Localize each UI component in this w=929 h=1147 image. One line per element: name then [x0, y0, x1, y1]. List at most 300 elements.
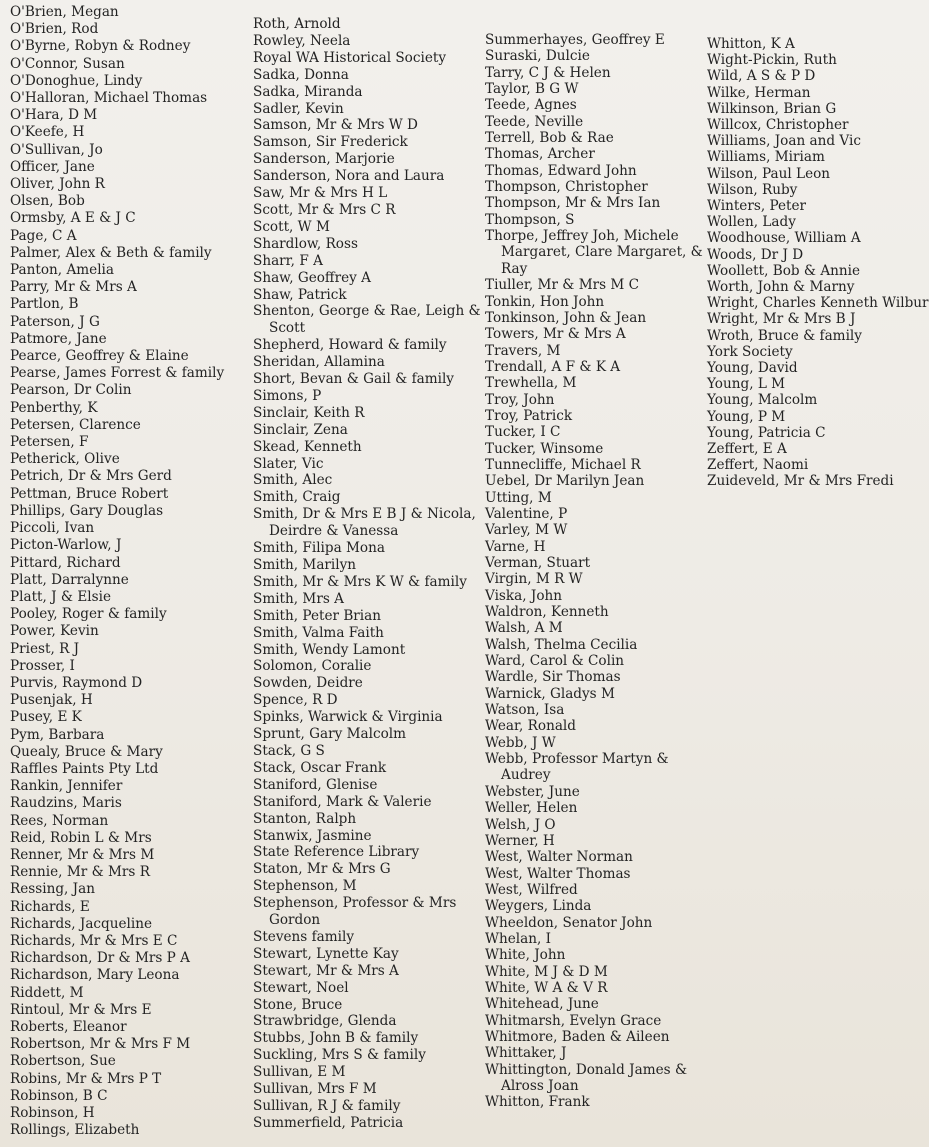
entry-text: Stack, Oscar Frank — [253, 759, 387, 776]
entry-text: Summerfield, Patricia — [253, 1114, 404, 1131]
entry-text: O'Byrne, Robyn & Rodney — [10, 38, 191, 55]
name-entry — [485, 179, 703, 195]
name-entry — [253, 219, 481, 236]
entry-text: White, John — [485, 947, 566, 964]
entry-text: Tiuller, Mr & Mrs M C — [485, 277, 640, 294]
entry-text: Verman, Stuart — [485, 555, 591, 571]
name-entry — [485, 114, 703, 130]
name-entry — [253, 472, 481, 489]
entry-text: Renner, Mr & Mrs M — [10, 846, 155, 863]
entry-text-continuation: Ray — [501, 260, 528, 277]
name-entry — [253, 489, 481, 506]
entry-text: Stack, G S — [253, 742, 325, 759]
entry-text: Page, C A — [10, 227, 77, 244]
entry-text: Picton-Warlow, J — [10, 537, 122, 554]
name-entry — [707, 409, 929, 425]
name-entry — [10, 864, 224, 881]
name-entry — [485, 669, 703, 685]
name-entry — [485, 833, 703, 849]
entry-text: Tunnecliffe, Michael R — [485, 456, 641, 473]
entry-text: White, M J & D M — [485, 963, 608, 980]
name-entry — [10, 503, 224, 520]
name-entry — [253, 303, 481, 337]
name-entry — [485, 555, 703, 571]
name-entry — [10, 124, 224, 141]
entry-text: Pettman, Bruce Robert — [10, 485, 169, 502]
entry-text: Petersen, F — [10, 434, 89, 451]
entry-text: Piccoli, Ivan — [10, 520, 95, 537]
entry-text: Towers, Mr & Mrs A — [485, 326, 626, 343]
name-entry — [485, 1045, 703, 1061]
name-entry — [10, 933, 224, 950]
entry-text: Palmer, Alex & Beth & family — [10, 244, 212, 261]
name-entry — [253, 117, 481, 134]
name-entry — [485, 424, 703, 440]
name-entry — [253, 202, 481, 219]
name-entry — [485, 375, 703, 391]
name-entry — [253, 1098, 481, 1115]
entry-text: Rowley, Neela — [253, 32, 351, 49]
name-entry — [485, 588, 703, 604]
name-entry — [485, 1062, 703, 1095]
entry-text: Smith, Dr & Mrs E B J & Nicola, — [253, 506, 476, 523]
name-entry — [10, 38, 224, 55]
entry-text: Webster, June — [485, 783, 580, 800]
name-entry — [253, 828, 481, 845]
entry-text: Tonkin, Hon John — [485, 293, 605, 310]
name-entry — [253, 997, 481, 1014]
name-entry — [253, 185, 481, 202]
entry-text: Sadka, Miranda — [253, 83, 363, 100]
entry-text: Rollings, Elizabeth — [10, 1122, 140, 1139]
name-entry — [253, 760, 481, 777]
name-entry — [485, 702, 703, 718]
entry-text: Rankin, Jennifer — [10, 778, 123, 795]
name-entry — [253, 422, 481, 439]
name-entry — [253, 371, 481, 388]
name-entry — [10, 795, 224, 812]
name-entry — [10, 193, 224, 210]
name-entry — [485, 571, 703, 587]
entry-text: Wilkinson, Brian G — [707, 100, 837, 117]
entry-text: Sadler, Kevin — [253, 100, 344, 117]
name-entry — [253, 337, 481, 354]
name-column-3 — [485, 32, 703, 1111]
entry-text: Staniford, Glenise — [253, 776, 378, 793]
name-entry — [485, 1094, 703, 1110]
name-entry — [707, 85, 929, 101]
name-entry — [707, 425, 929, 441]
name-entry — [485, 800, 703, 816]
entry-text: Willcox, Christopher — [707, 117, 849, 134]
name-entry — [707, 376, 929, 392]
entry-text: Worth, John & Marny — [707, 279, 855, 296]
name-entry — [10, 623, 224, 640]
name-entry — [485, 718, 703, 734]
entry-text: Stephenson, M — [253, 878, 357, 895]
name-entry — [10, 589, 224, 606]
name-entry — [10, 1122, 224, 1139]
name-entry — [10, 228, 224, 245]
entry-text: Penberthy, K — [10, 399, 98, 416]
name-entry — [485, 604, 703, 620]
entry-text: Woods, Dr J D — [707, 246, 804, 263]
name-entry — [253, 236, 481, 253]
entry-text: Spence, R D — [253, 692, 338, 709]
entry-text: State Reference Library — [253, 844, 420, 861]
name-entry — [10, 1019, 224, 1036]
entry-text: Trewhella, M — [485, 375, 577, 392]
entry-text: Sadka, Donna — [253, 66, 349, 83]
name-entry — [10, 985, 224, 1002]
entry-text: Rees, Norman — [10, 812, 109, 829]
name-entry — [485, 228, 703, 277]
entry-text: Waldron, Kenneth — [485, 604, 609, 621]
entry-text: Smith, Mrs A — [253, 590, 344, 607]
entry-text: Smith, Peter Brian — [253, 607, 382, 624]
entry-text-continuation: Audrey — [501, 767, 551, 784]
entry-text-continuation: Scott — [269, 320, 306, 337]
entry-text: Sanderson, Nora and Laura — [253, 168, 445, 185]
name-entry — [10, 520, 224, 537]
entry-text: Smith, Filipa Mona — [253, 540, 385, 557]
name-entry — [707, 166, 929, 182]
entry-text: Wear, Ronald — [485, 718, 576, 735]
name-entry — [485, 964, 703, 980]
name-entry — [10, 400, 224, 417]
name-entry — [485, 506, 703, 522]
name-entry — [10, 21, 224, 38]
name-entry — [10, 847, 224, 864]
name-entry — [10, 813, 224, 830]
name-entry — [707, 473, 929, 489]
name-entry — [253, 658, 481, 675]
name-entry — [253, 287, 481, 304]
name-entry — [10, 279, 224, 296]
entry-text: Warnick, Gladys M — [485, 685, 615, 702]
name-entry — [485, 343, 703, 359]
entry-text: Richardson, Mary Leona — [10, 967, 180, 984]
entry-text: York Society — [707, 343, 793, 360]
name-entry — [253, 1030, 481, 1047]
name-entry — [253, 591, 481, 608]
entry-text: Sanderson, Marjorie — [253, 151, 395, 168]
entry-text: Trendall, A F & K A — [485, 358, 621, 375]
name-entry — [707, 344, 929, 360]
entry-text: Young, David — [707, 360, 798, 377]
entry-text: Shenton, George & Rae, Leigh & — [253, 303, 481, 320]
name-entry — [10, 1002, 224, 1019]
entry-text: Robinson, H — [10, 1105, 95, 1121]
name-entry — [10, 899, 224, 916]
name-entry — [10, 1105, 224, 1122]
entry-text: Stewart, Lynette Kay — [253, 945, 399, 962]
entry-text: Prosser, I — [10, 657, 75, 674]
entry-text: Thompson, Christopher — [485, 179, 648, 196]
name-entry — [253, 1064, 481, 1081]
entry-text: Pearson, Dr Colin — [10, 382, 132, 399]
name-entry — [253, 540, 481, 557]
name-entry — [10, 727, 224, 744]
entry-text: O'Halloran, Michael Thomas — [10, 90, 208, 107]
entry-text: Uebel, Dr Marilyn Jean — [485, 473, 645, 490]
name-entry — [253, 405, 481, 422]
name-entry — [707, 311, 929, 327]
name-entry — [485, 637, 703, 653]
entry-text: Raffles Paints Pty Ltd — [10, 760, 159, 777]
entry-text: Officer, Jane — [10, 158, 95, 175]
entry-text: Travers, M — [485, 342, 561, 359]
name-entry — [707, 279, 929, 295]
name-entry — [10, 56, 224, 73]
entry-text: Skead, Kenneth — [253, 438, 362, 455]
entry-text: Summerhayes, Geoffrey E — [485, 32, 665, 48]
entry-text: Ward, Carol & Colin — [485, 653, 625, 670]
entry-text: Wright, Mr & Mrs B J — [707, 311, 856, 328]
entry-text: Teede, Agnes — [485, 97, 577, 114]
entry-text: Petherick, Olive — [10, 451, 120, 468]
name-entry — [253, 844, 481, 861]
name-column-1 — [10, 4, 224, 1139]
entry-text: Werner, H — [485, 832, 555, 849]
name-entry — [10, 744, 224, 761]
name-entry — [485, 48, 703, 64]
entry-text: Terrell, Bob & Rae — [485, 130, 614, 147]
name-entry — [485, 326, 703, 342]
name-entry — [485, 359, 703, 375]
entry-text: Varley, M W — [485, 522, 568, 539]
name-entry — [253, 506, 481, 540]
name-entry — [707, 328, 929, 344]
name-entry — [707, 36, 929, 52]
entry-text: Slater, Vic — [253, 455, 324, 472]
entry-text: O'Connor, Susan — [10, 55, 125, 72]
name-entry — [10, 709, 224, 726]
entry-text: Priest, R J — [10, 640, 80, 657]
entry-text: Wright, Charles Kenneth Wilbur — [707, 295, 929, 312]
name-entry — [707, 247, 929, 263]
name-entry — [10, 4, 224, 21]
entry-text: Whelan, I — [485, 930, 551, 947]
entry-text: Robinson, B C — [10, 1087, 108, 1104]
name-entry — [253, 101, 481, 118]
name-entry — [485, 294, 703, 310]
name-entry — [10, 658, 224, 675]
entry-text: Sullivan, Mrs F M — [253, 1081, 377, 1098]
name-entry — [253, 67, 481, 84]
entry-text-continuation: Gordon — [269, 912, 321, 929]
entry-text: Simons, P — [253, 387, 322, 404]
name-entry — [10, 417, 224, 434]
name-entry — [10, 606, 224, 623]
entry-text: Robins, Mr & Mrs P T — [10, 1070, 162, 1087]
name-entry — [253, 929, 481, 946]
entry-text: Sowden, Deidre — [253, 675, 363, 692]
entry-text: Pearse, James Forrest & family — [10, 365, 225, 382]
entry-text: Pooley, Roger & family — [10, 606, 167, 623]
entry-text: O'Hara, D M — [10, 107, 98, 124]
entry-text: Shaw, Geoffrey A — [253, 269, 371, 286]
entry-text: Whittaker, J — [485, 1045, 567, 1062]
name-entry — [10, 1088, 224, 1105]
entry-text: Smith, Valma Faith — [253, 624, 384, 641]
entry-text: West, Walter Norman — [485, 849, 633, 866]
entry-text: Wight-Pickin, Ruth — [707, 52, 837, 69]
name-entry — [253, 253, 481, 270]
entry-text: O'Keefe, H — [10, 124, 85, 141]
entry-text: Quealy, Bruce & Mary — [10, 743, 163, 760]
name-entry — [253, 878, 481, 895]
name-entry — [10, 159, 224, 176]
entry-text: Whitmarsh, Evelyn Grace — [485, 1012, 662, 1029]
entry-text: Tonkinson, John & Jean — [485, 309, 647, 326]
entry-text: Stevens family — [253, 928, 354, 945]
entry-text: Walsh, A M — [485, 620, 563, 637]
name-entry — [485, 408, 703, 424]
name-entry — [10, 434, 224, 451]
name-entry — [10, 90, 224, 107]
name-entry — [10, 1053, 224, 1070]
entry-text: Panton, Amelia — [10, 262, 114, 279]
entry-text: Valentine, P — [485, 505, 568, 522]
name-entry — [485, 457, 703, 473]
entry-text: Woollett, Bob & Annie — [707, 262, 861, 279]
entry-text: Staniford, Mark & Valerie — [253, 793, 432, 810]
entry-text: Taylor, B G W — [485, 81, 579, 98]
name-entry — [253, 675, 481, 692]
name-entry — [253, 625, 481, 642]
entry-text: Stewart, Mr & Mrs A — [253, 962, 399, 979]
entry-text: Stanton, Ralph — [253, 810, 357, 827]
entry-text: Suraski, Dulcie — [485, 48, 590, 65]
entry-text: Wild, A S & P D — [707, 68, 816, 85]
name-entry — [253, 861, 481, 878]
name-entry — [707, 295, 929, 311]
entry-text: Tucker, I C — [485, 424, 561, 441]
name-entry — [707, 214, 929, 230]
entry-text: Phillips, Gary Douglas — [10, 502, 164, 519]
name-entry — [485, 784, 703, 800]
entry-text: Oliver, John R — [10, 176, 105, 193]
entry-text: Stone, Bruce — [253, 996, 343, 1013]
entry-text: Viska, John — [485, 587, 563, 604]
entry-text: Raudzins, Maris — [10, 795, 122, 812]
entry-text: Walsh, Thelma Cecilia — [485, 636, 638, 653]
entry-text: Platt, J & Elsie — [10, 588, 111, 605]
entry-text: Stanwix, Jasmine — [253, 827, 372, 844]
entry-text: Solomon, Coralie — [253, 658, 372, 675]
entry-text: Smith, Craig — [253, 489, 341, 506]
entry-text: Reid, Robin L & Mrs — [10, 829, 152, 846]
entry-text: Varne, H — [485, 538, 546, 555]
entry-text: Stephenson, Professor & Mrs — [253, 895, 457, 912]
name-entry — [253, 608, 481, 625]
name-entry — [253, 777, 481, 794]
entry-text: Whitmore, Baden & Aileen — [485, 1028, 670, 1045]
entry-text: Shaw, Patrick — [253, 286, 347, 303]
entry-text: Parry, Mr & Mrs A — [10, 279, 137, 296]
entry-text: Roberts, Eleanor — [10, 1018, 127, 1035]
name-entry — [253, 134, 481, 151]
name-entry — [707, 52, 929, 68]
entry-text: Sprunt, Gary Malcolm — [253, 726, 406, 743]
name-entry — [485, 97, 703, 113]
entry-text: Young, L M — [707, 376, 786, 393]
name-entry — [10, 1036, 224, 1053]
entry-text: O'Donoghue, Lindy — [10, 72, 143, 89]
entry-text: Whitton, K A — [707, 36, 795, 52]
entry-text: Troy, Patrick — [485, 407, 573, 424]
name-entry — [485, 898, 703, 914]
entry-text: Robertson, Mr & Mrs F M — [10, 1036, 191, 1053]
entry-text: Rennie, Mr & Mrs R — [10, 864, 150, 881]
name-entry — [10, 73, 224, 90]
entry-text: Strawbridge, Glenda — [253, 1013, 397, 1030]
entry-text: Welsh, J O — [485, 816, 556, 833]
entry-text: Thompson, Mr & Mrs Ian — [485, 195, 661, 212]
name-entry — [10, 1071, 224, 1088]
name-entry — [10, 675, 224, 692]
name-entry — [485, 620, 703, 636]
entry-text: Platt, Darralynne — [10, 571, 129, 588]
entry-text: Petrich, Dr & Mrs Gerd — [10, 468, 172, 485]
name-entry — [485, 522, 703, 538]
name-entry — [485, 212, 703, 228]
entry-text: Zuideveld, Mr & Mrs Fredi — [707, 473, 894, 490]
name-entry — [253, 439, 481, 456]
entry-text: Pittard, Richard — [10, 554, 121, 571]
name-entry — [707, 133, 929, 149]
name-entry — [10, 950, 224, 967]
name-entry — [485, 751, 703, 784]
entry-text: Richards, Mr & Mrs E C — [10, 932, 178, 949]
entry-text: Tucker, Winsome — [485, 440, 604, 457]
name-entry — [485, 882, 703, 898]
name-entry — [10, 107, 224, 124]
entry-text: Webb, J W — [485, 734, 556, 751]
entry-text: O'Brien, Megan — [10, 4, 119, 20]
name-entry — [253, 151, 481, 168]
entry-text: Royal WA Historical Society — [253, 49, 447, 66]
name-entry — [707, 198, 929, 214]
entry-text: Ormsby, A E & J C — [10, 210, 136, 227]
name-entry — [485, 65, 703, 81]
name-entry — [10, 555, 224, 572]
entry-text: Power, Kevin — [10, 623, 99, 640]
name-entry — [485, 686, 703, 702]
entry-text: Young, P M — [707, 408, 786, 425]
name-entry — [485, 195, 703, 211]
entry-text: West, Walter Thomas — [485, 865, 631, 882]
entry-text: Young, Malcolm — [707, 392, 818, 409]
name-entry — [707, 68, 929, 84]
entry-text: Petersen, Clarence — [10, 416, 141, 433]
name-entry — [10, 468, 224, 485]
name-entry — [253, 811, 481, 828]
entry-text: Utting, M — [485, 489, 552, 506]
entry-text: Patmore, Jane — [10, 330, 107, 347]
name-entry — [253, 354, 481, 371]
name-entry — [707, 182, 929, 198]
entry-text: Purvis, Raymond D — [10, 674, 143, 691]
entry-text-continuation: Margaret, Clare Margaret, & — [501, 244, 703, 261]
entry-text: O'Brien, Rod — [10, 21, 99, 38]
entry-text: Sullivan, E M — [253, 1064, 346, 1081]
name-entry — [253, 16, 481, 33]
entry-text: Shepherd, Howard & family — [253, 337, 447, 354]
name-entry — [253, 1115, 481, 1132]
entry-text: Wilson, Paul Leon — [707, 165, 831, 182]
